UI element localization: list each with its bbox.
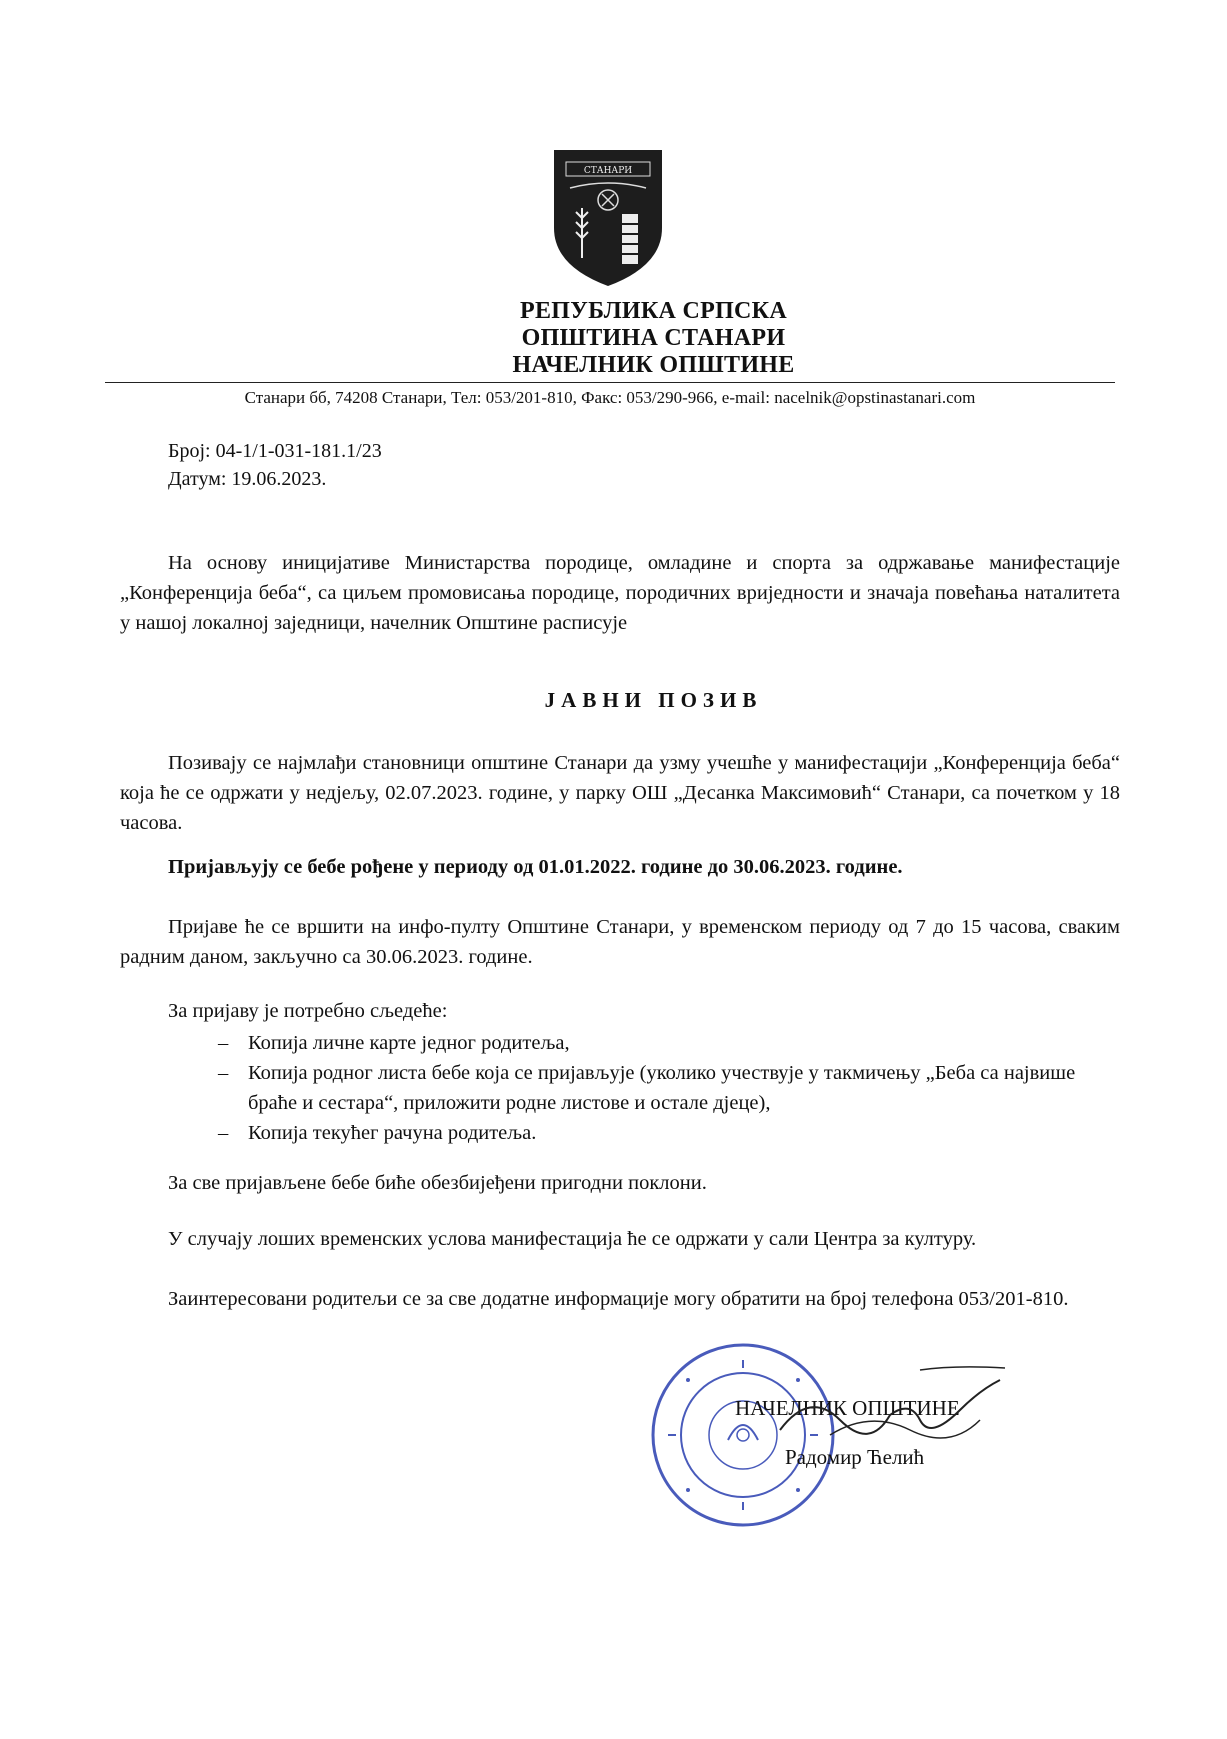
intro-paragraph: На основу иницијативе Министарства породице, омладине и спорта за одржавање манифестације „Конференција беба“, са циљем промовисања породице, породичних вриједности и значаја повећања наталитета у нашој локалној заједници, начелник Општине расписује: [120, 552, 1120, 634]
header-divider: [105, 382, 1115, 383]
contact-line: Станари бб, 74208 Станари, Тел: 053/201-810, Факс: 053/290-966, e-mail: nacelnik@opstinastanari.com: [244, 388, 976, 407]
gifts-paragraph: За све пријављене бебе биће обезбијеђени пригодни поклони.: [168, 1172, 707, 1194]
invite-paragraph: Позивају се најмлађи становници општине Станари да узму учешће у манифестацији „Конференција беба“ која ће се одржати у недјељу, 02.07.2023. године, у парку ОШ „Десанка Максимовић“ Станари, са почетком у 18 часова.: [120, 752, 1120, 834]
document-number: Број: 04-1/1-031-181.1/23: [168, 440, 382, 462]
requirements-list: [210, 1028, 1120, 1148]
list-item: – Копија текућег рачуна родитеља.: [210, 1118, 1120, 1148]
signatory-title: НАЧЕЛНИК ОПШТИНЕ: [735, 1396, 960, 1420]
info-paragraph: Заинтересовани родитељи се за све додатне информације могу обратити на број телефона 053/201-810.: [168, 1288, 1069, 1310]
svg-text:СТАНАРИ: СТАНАРИ: [583, 166, 633, 176]
document-date: Датум: 19.06.2023.: [168, 468, 327, 490]
requirements-label: За пријаву је потребно сљедеће:: [168, 1000, 448, 1022]
list-item: – Копија родног листа бебе која се пријављује (уколико учествује у такмичењу „Беба са највише браће и сестара“, приложити родне листове и остале дјеце),: [210, 1058, 1120, 1118]
header-office: НАЧЕЛНИК ОПШТИНЕ: [512, 352, 795, 378]
signatory-name: Радомир Ћелић: [785, 1445, 925, 1469]
document-title: ЈАВНИ ПОЗИВ: [544, 688, 763, 712]
coat-of-arms-icon: [552, 148, 664, 288]
applications-paragraph: Пријаве ће се вршити на инфо-пулту Општине Станари, у временском периоду од 7 до 15 часова, сваким радним даном, закључно са 30.06.2023. године.: [120, 916, 1120, 968]
eligibility-line: Пријављују се бебе рођене у периоду од 01.01.2022. године до 30.06.2023. године.: [168, 856, 903, 878]
handwritten-signature-icon: [770, 1360, 1020, 1460]
header-republic: РЕПУБЛИКА СРПСКА: [519, 298, 788, 324]
weather-paragraph: У случају лоших временских услова манифестација ће се одржати у сали Центра за културу.: [168, 1228, 977, 1250]
header-municipality: ОПШТИНА СТАНАРИ: [521, 325, 786, 351]
list-item: – Копија личне карте једног родитеља,: [210, 1028, 1120, 1058]
